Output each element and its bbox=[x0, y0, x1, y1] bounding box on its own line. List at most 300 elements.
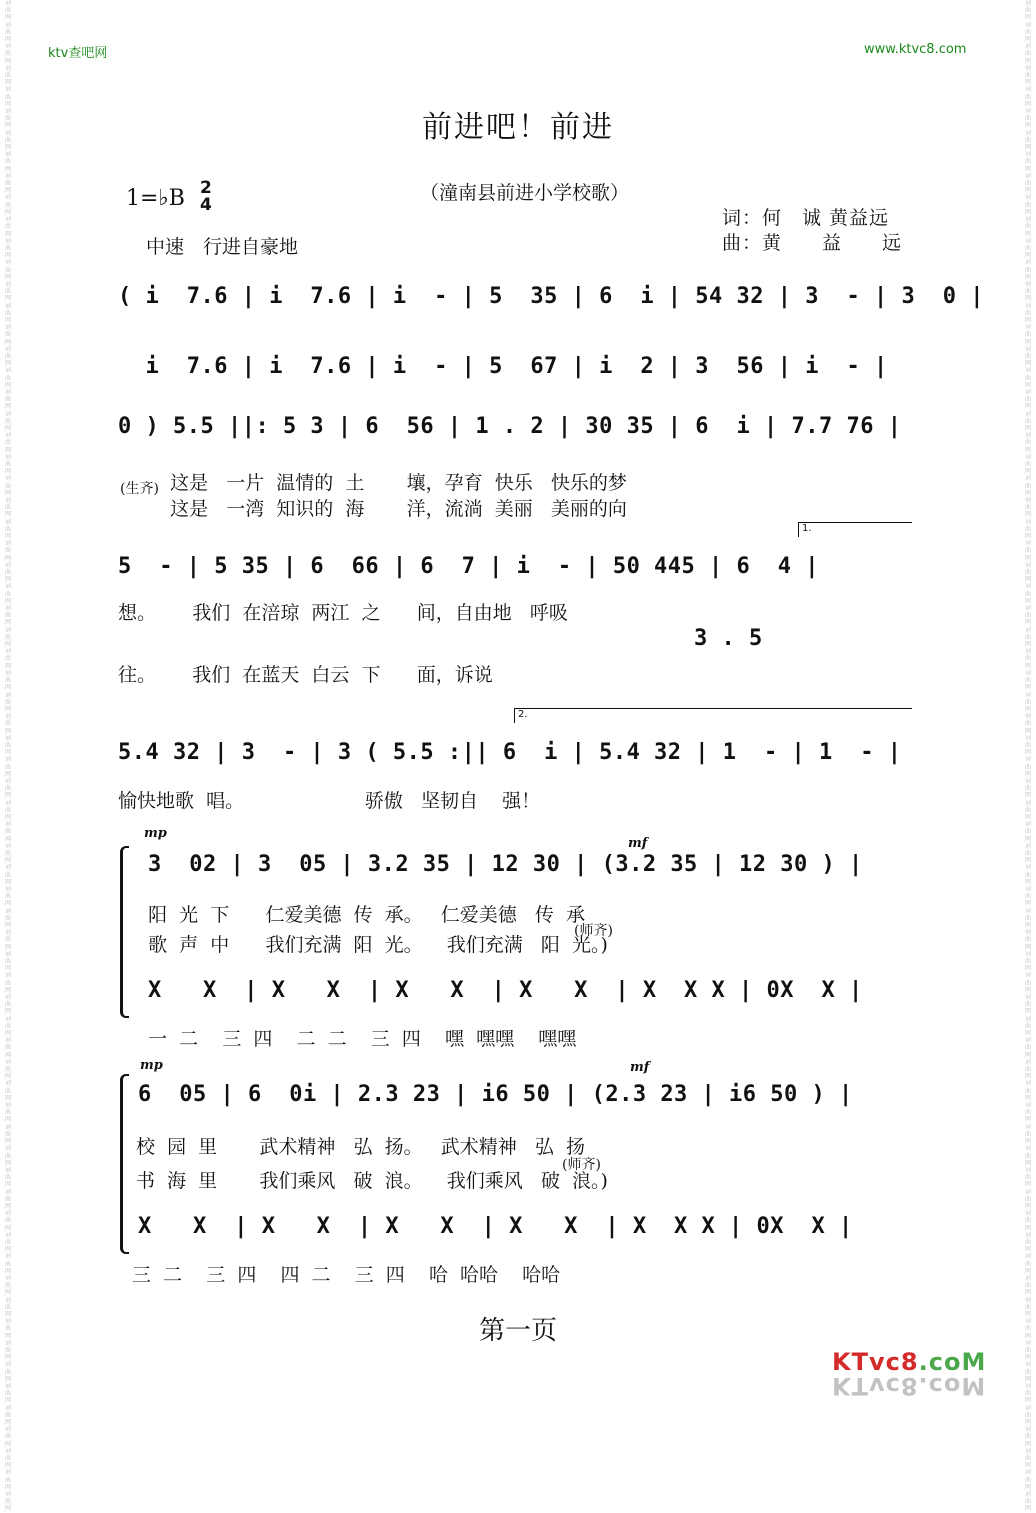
watermark-glyph: 词 bbox=[1024, 237, 1031, 245]
watermark-glyph: 词 bbox=[1024, 302, 1031, 310]
watermark-glyph: 曲 bbox=[1024, 1260, 1031, 1268]
watermark-glyph: 网 bbox=[1024, 900, 1031, 908]
watermark-glyph: 曲 bbox=[1024, 93, 1031, 101]
watermark-glyph: 词 bbox=[4, 1447, 11, 1455]
rhythm-line: X X | X X | X X | X X | X X X | 0X X | bbox=[138, 1214, 853, 1239]
watermark-glyph: 词 bbox=[1024, 1080, 1031, 1088]
watermark-glyph: 曲 bbox=[4, 1390, 11, 1398]
watermark-glyph: 网 bbox=[4, 705, 11, 713]
watermark-glyph: 曲 bbox=[1024, 741, 1031, 749]
watermark-glyph: 网 bbox=[1024, 424, 1031, 432]
watermark-glyph: 网 bbox=[4, 381, 11, 389]
watermark-glyph: 网 bbox=[4, 576, 11, 584]
watermark-glyph: 曲 bbox=[1024, 1217, 1031, 1225]
watermark-glyph: 词 bbox=[1024, 864, 1031, 872]
watermark-glyph: 网 bbox=[4, 1030, 11, 1038]
watermark-glyph: 网 bbox=[1024, 684, 1031, 692]
watermark-glyph: 网 bbox=[1024, 1202, 1031, 1210]
watermark-glyph: 曲 bbox=[1024, 1455, 1031, 1463]
watermark-glyph: 曲 bbox=[1024, 1066, 1031, 1074]
watermark-glyph: 词 bbox=[1024, 64, 1031, 72]
watermark-glyph: 网 bbox=[4, 1181, 11, 1189]
watermark-glyph: 网 bbox=[1024, 1246, 1031, 1254]
watermark-glyph: 网 bbox=[1024, 273, 1031, 281]
watermark-glyph: 词 bbox=[4, 324, 11, 332]
watermark-glyph: 网 bbox=[1024, 619, 1031, 627]
watermark-glyph: 网 bbox=[4, 57, 11, 65]
watermark-glyph: 词 bbox=[1024, 1339, 1031, 1347]
watermark-glyph: 曲 bbox=[1024, 1390, 1031, 1398]
watermark-glyph: 词 bbox=[1024, 21, 1031, 29]
watermark-glyph: 网 bbox=[4, 252, 11, 260]
part-bracket-1 bbox=[120, 846, 129, 1018]
watermark-glyph: 词 bbox=[1024, 388, 1031, 396]
notes-line: 5 - | 5 35 | 6 66 | 6 7 | i - | 50 445 | 6 4 | bbox=[118, 554, 820, 579]
lyric-verse-1: 想。 我们 在涪琼 两江 之 间，自由地 呼吸 bbox=[118, 602, 568, 624]
watermark-glyph: 曲 bbox=[1024, 396, 1031, 404]
watermark-glyph: 网 bbox=[1024, 922, 1031, 929]
watermark-glyph: 词 bbox=[1024, 713, 1031, 721]
watermark-glyph: 网 bbox=[4, 965, 11, 973]
watermark-glyph: 网 bbox=[4, 835, 11, 843]
watermark-glyph: 曲 bbox=[1024, 309, 1031, 317]
watermark-glyph: 曲 bbox=[1024, 849, 1031, 857]
watermark-glyph: 曲 bbox=[1024, 1303, 1031, 1311]
watermark-glyph: 词 bbox=[1024, 1491, 1031, 1499]
watermark-glyph: 词 bbox=[1024, 1123, 1031, 1131]
watermark-glyph: 曲 bbox=[1024, 612, 1031, 620]
watermark-glyph: 词 bbox=[4, 367, 11, 375]
watermark-glyph: 曲 bbox=[1024, 828, 1031, 836]
watermark-glyph: 网 bbox=[4, 597, 11, 605]
watermark-glyph: 曲 bbox=[4, 28, 11, 36]
watermark-glyph: 曲 bbox=[1024, 1022, 1031, 1030]
logo-letter: 8 bbox=[900, 1348, 919, 1376]
watermark-glyph: 词 bbox=[4, 1015, 11, 1023]
watermark-glyph: 曲 bbox=[1024, 417, 1031, 425]
watermark-glyph: 网 bbox=[1024, 1483, 1031, 1491]
watermark-glyph: 曲 bbox=[1024, 547, 1031, 555]
watermark-glyph: 曲 bbox=[1024, 1346, 1031, 1354]
watermark-glyph: 曲 bbox=[1024, 1498, 1031, 1506]
watermark-glyph: 词 bbox=[4, 864, 11, 872]
watermark-glyph: 词 bbox=[4, 1166, 11, 1174]
watermark-glyph: 曲 bbox=[4, 461, 11, 468]
watermark-glyph: 曲 bbox=[4, 1476, 11, 1484]
watermark-glyph: 曲 bbox=[4, 1174, 11, 1182]
watermark-glyph: 曲 bbox=[4, 979, 11, 987]
watermark-glyph: 网 bbox=[1024, 878, 1031, 886]
watermark-glyph: 曲 bbox=[1024, 698, 1031, 706]
watermark-glyph: 网 bbox=[4, 316, 11, 324]
watermark-glyph: 网 bbox=[1024, 14, 1031, 22]
watermark-glyph: 网 bbox=[1024, 1051, 1031, 1059]
watermark-glyph: 词 bbox=[4, 151, 11, 159]
lyric-verse-1: 阳 光 下 仁爱美德 传 承。 仁爱美德 传 承 bbox=[136, 904, 585, 926]
watermark-glyph: 词 bbox=[1024, 194, 1031, 202]
watermark-glyph: 网 bbox=[4, 943, 11, 951]
watermark-glyph: 网 bbox=[1024, 446, 1031, 454]
watermark-glyph: 曲 bbox=[1024, 180, 1031, 188]
watermark-glyph: 词 bbox=[1024, 1166, 1031, 1174]
watermark-glyph: 词 bbox=[4, 950, 11, 958]
watermark-glyph: 词 bbox=[1024, 324, 1031, 332]
watermark-glyph: 网 bbox=[1024, 79, 1031, 87]
watermark-glyph: 网 bbox=[4, 165, 11, 173]
tempo-marking: 中速 行进自豪地 bbox=[146, 236, 299, 258]
watermark-glyph: 曲 bbox=[4, 396, 11, 404]
watermark-glyph: 网 bbox=[1024, 1181, 1031, 1189]
watermark-glyph: 词 bbox=[4, 734, 11, 742]
lyric-verse-2: 书 海 里 我们乘风 破 浪。 我们乘风 破 浪。) bbox=[136, 1170, 608, 1192]
watermark-glyph: 曲 bbox=[4, 244, 11, 252]
watermark-glyph: 词 bbox=[4, 1145, 11, 1153]
song-subtitle: （潼南县前进小学校歌） bbox=[420, 182, 630, 204]
watermark-glyph: 词 bbox=[1024, 929, 1031, 937]
watermark-glyph: 词 bbox=[4, 1058, 11, 1066]
watermark-glyph: 网 bbox=[4, 1289, 11, 1297]
watermark-glyph: 网 bbox=[4, 1354, 11, 1362]
lyric-verse-2: 往。 我们 在蓝天 白云 下 面，诉说 bbox=[118, 664, 493, 686]
watermark-glyph: 词 bbox=[1024, 799, 1031, 807]
watermark-glyph: 词 bbox=[4, 821, 11, 829]
watermark-glyph: 词 bbox=[4, 172, 11, 180]
watermark-glyph: 曲 bbox=[4, 115, 11, 123]
watermark-glyph: 词 bbox=[1024, 129, 1031, 137]
watermark-glyph: 曲 bbox=[4, 180, 11, 188]
watermark-glyph: 曲 bbox=[4, 288, 11, 296]
watermark-glyph: 网 bbox=[1024, 641, 1031, 649]
watermark-glyph: 曲 bbox=[4, 914, 11, 922]
watermark-glyph: 曲 bbox=[4, 1109, 11, 1117]
part-tag-students: (生齐) bbox=[120, 481, 159, 497]
watermark-glyph: 曲 bbox=[4, 439, 11, 447]
watermark-glyph: 网 bbox=[1024, 360, 1031, 368]
watermark-glyph: 网 bbox=[1024, 1505, 1031, 1513]
logo-letter: v bbox=[868, 1348, 886, 1376]
site-name-link[interactable]: ktv查吧网 bbox=[48, 46, 108, 61]
watermark-glyph: 曲 bbox=[4, 1303, 11, 1311]
watermark-glyph: 网 bbox=[4, 749, 11, 757]
watermark-glyph: 词 bbox=[1024, 86, 1031, 94]
watermark-glyph: 网 bbox=[4, 533, 11, 541]
watermark-glyph: 网 bbox=[1024, 1375, 1031, 1383]
watermark-glyph: 网 bbox=[4, 36, 11, 44]
watermark-glyph: 词 bbox=[4, 345, 11, 353]
meter-bottom: 4 bbox=[200, 195, 212, 215]
watermark-glyph: 词 bbox=[1024, 1145, 1031, 1153]
watermark-glyph: 网 bbox=[4, 1483, 11, 1491]
watermark-glyph: 网 bbox=[4, 1267, 11, 1275]
watermark-glyph: 网 bbox=[4, 403, 11, 411]
watermark-glyph: 网 bbox=[1024, 468, 1031, 476]
notes-line: i 7.6 | i 7.6 | i - | 5 67 | i 2 | 3 56 | i - | bbox=[118, 354, 888, 379]
watermark-glyph: 曲 bbox=[1024, 288, 1031, 296]
watermark-glyph: 词 bbox=[1024, 1231, 1031, 1239]
watermark-glyph: 词 bbox=[1024, 0, 1031, 7]
watermark-glyph: 曲 bbox=[4, 72, 11, 80]
watermark-glyph: 网 bbox=[4, 1397, 11, 1405]
watermark-glyph: 网 bbox=[4, 468, 11, 476]
watermark-glyph: 词 bbox=[4, 194, 11, 202]
watermark-glyph: 曲 bbox=[1024, 1411, 1031, 1419]
watermark-glyph: 网 bbox=[1024, 1332, 1031, 1340]
watermark-glyph: 曲 bbox=[1024, 633, 1031, 641]
watermark-glyph: 词 bbox=[1024, 821, 1031, 829]
watermark-glyph: 词 bbox=[4, 777, 11, 785]
watermark-glyph: 网 bbox=[4, 1310, 11, 1318]
watermark-glyph: 曲 bbox=[4, 158, 11, 166]
watermark-glyph: 网 bbox=[4, 727, 11, 735]
watermark-glyph: 词 bbox=[4, 1274, 11, 1282]
watermark-glyph: 曲 bbox=[4, 1195, 11, 1203]
volta-first-ending: 1. bbox=[798, 522, 912, 537]
watermark-glyph: 词 bbox=[4, 237, 11, 245]
watermark-glyph: 曲 bbox=[1024, 136, 1031, 144]
watermark-glyph: 网 bbox=[4, 122, 11, 130]
watermark-glyph: 词 bbox=[1024, 1296, 1031, 1304]
watermark-glyph: 曲 bbox=[4, 1238, 11, 1246]
watermark-glyph: 词 bbox=[4, 43, 11, 51]
watermark-glyph: 网 bbox=[4, 1462, 11, 1470]
watermark-glyph: 曲 bbox=[1024, 1152, 1031, 1160]
watermark-glyph: 词 bbox=[4, 497, 11, 505]
watermark-glyph: 词 bbox=[4, 259, 11, 267]
watermark-glyph: 网 bbox=[1024, 1030, 1031, 1038]
watermark-glyph: 曲 bbox=[1024, 1195, 1031, 1203]
watermark-glyph: 网 bbox=[4, 295, 11, 303]
watermark-glyph: 词 bbox=[4, 453, 11, 461]
watermark-glyph: 词 bbox=[4, 583, 11, 591]
watermark-glyph: 曲 bbox=[1024, 1174, 1031, 1182]
watermark-glyph: 词 bbox=[1024, 626, 1031, 634]
watermark-glyph: 曲 bbox=[4, 352, 11, 360]
watermark-glyph: 词 bbox=[1024, 280, 1031, 288]
watermark-glyph: 词 bbox=[1024, 367, 1031, 375]
watermark-glyph: 曲 bbox=[1024, 439, 1031, 447]
lyric-verse-2: 歌 声 中 我们充满 阳 光。 我们充满 阳 光。) bbox=[136, 934, 608, 956]
watermark-glyph: 网 bbox=[1024, 57, 1031, 65]
watermark-glyph: 网 bbox=[4, 878, 11, 886]
watermark-glyph: 曲 bbox=[4, 936, 11, 944]
watermark-glyph: 网 bbox=[4, 662, 11, 670]
watermark-glyph: 词 bbox=[1024, 497, 1031, 505]
watermark-glyph: 曲 bbox=[4, 785, 11, 793]
watermark-glyph: 曲 bbox=[4, 525, 11, 533]
watermark-glyph: 曲 bbox=[1024, 785, 1031, 793]
watermark-glyph: 网 bbox=[1024, 1440, 1031, 1448]
watermark-glyph: 曲 bbox=[4, 871, 11, 879]
logo-letter: c bbox=[928, 1348, 944, 1376]
lyric-verse-1: 这是 一片 温情的 土 壤，孕育 快乐 快乐的梦 bbox=[158, 472, 627, 494]
watermark-glyph: 曲 bbox=[4, 50, 11, 58]
watermark-glyph: 曲 bbox=[1024, 1130, 1031, 1138]
volta-second-ending: 2. bbox=[514, 708, 912, 723]
watermark-glyph: 网 bbox=[1024, 1419, 1031, 1427]
watermark-glyph: 曲 bbox=[4, 1433, 11, 1441]
watermark-glyph: 词 bbox=[1024, 410, 1031, 418]
watermark-glyph: 网 bbox=[1024, 1289, 1031, 1297]
notes-line: 6 05 | 6 0i | 2.3 23 | i6 50 | (2.3 23 | i6 50 ) | bbox=[138, 1082, 853, 1107]
watermark-glyph: 网 bbox=[1024, 36, 1031, 44]
watermark-glyph: 网 bbox=[1024, 533, 1031, 541]
watermark-glyph: 网 bbox=[4, 1008, 11, 1016]
watermark-glyph: 网 bbox=[1024, 381, 1031, 389]
watermark-glyph: 网 bbox=[4, 144, 11, 152]
watermark-glyph: 网 bbox=[4, 208, 11, 216]
watermark-glyph: 曲 bbox=[1024, 115, 1031, 123]
watermark-glyph: 网 bbox=[4, 922, 11, 929]
watermark-glyph: 网 bbox=[1024, 187, 1031, 195]
watermark-glyph: 网 bbox=[1024, 943, 1031, 951]
watermark-glyph: 词 bbox=[1024, 475, 1031, 483]
watermark-glyph: 曲 bbox=[4, 1130, 11, 1138]
watermark-glyph: 网 bbox=[4, 1073, 11, 1081]
watermark-glyph: 词 bbox=[4, 648, 11, 656]
watermark-glyph: 网 bbox=[4, 1505, 11, 1513]
watermark-glyph: 网 bbox=[4, 489, 11, 497]
watermark-glyph: 词 bbox=[4, 691, 11, 699]
watermark-glyph: 曲 bbox=[4, 547, 11, 555]
key-signature: 1=♭B bbox=[126, 186, 185, 211]
site-url-link[interactable]: www.ktvc8.com bbox=[864, 42, 967, 57]
watermark-glyph: 曲 bbox=[1024, 1001, 1031, 1009]
watermark-glyph: 词 bbox=[4, 1491, 11, 1499]
watermark-glyph: 词 bbox=[1024, 605, 1031, 613]
watermark-glyph: 曲 bbox=[1024, 1238, 1031, 1246]
watermark-glyph: 词 bbox=[4, 1361, 11, 1369]
watermark-glyph: 网 bbox=[4, 1159, 11, 1167]
watermark-glyph: 曲 bbox=[1024, 352, 1031, 360]
watermark-glyph: 词 bbox=[4, 626, 11, 634]
watermark-glyph: 词 bbox=[1024, 734, 1031, 742]
watermark-glyph: 网 bbox=[1024, 122, 1031, 130]
watermark-glyph: 词 bbox=[4, 842, 11, 850]
watermark-glyph: 网 bbox=[1024, 144, 1031, 152]
watermark-glyph: 词 bbox=[4, 1231, 11, 1239]
watermark-glyph: 曲 bbox=[1024, 7, 1031, 15]
watermark-glyph: 曲 bbox=[4, 1217, 11, 1225]
part-tag-teachers: (师齐) bbox=[562, 1157, 601, 1173]
watermark-glyph: 词 bbox=[4, 410, 11, 418]
watermark-glyph: 网 bbox=[1024, 597, 1031, 605]
watermark-glyph: 网 bbox=[4, 1332, 11, 1340]
watermark-glyph: 网 bbox=[1024, 316, 1031, 324]
watermark-glyph: 词 bbox=[1024, 172, 1031, 180]
watermark-glyph: 网 bbox=[1024, 857, 1031, 865]
dynamic-mf: mf bbox=[628, 836, 648, 851]
watermark-glyph: 网 bbox=[1024, 662, 1031, 670]
watermark-glyph: 网 bbox=[4, 1224, 11, 1232]
watermark-glyph: 网 bbox=[1024, 770, 1031, 778]
watermark-glyph: 词 bbox=[1024, 1426, 1031, 1434]
watermark-glyph: 曲 bbox=[1024, 525, 1031, 533]
watermark-glyph: 曲 bbox=[1024, 893, 1031, 901]
watermark-glyph: 曲 bbox=[4, 893, 11, 901]
watermark-glyph: 词 bbox=[1024, 583, 1031, 591]
watermark-glyph: 网 bbox=[4, 900, 11, 908]
watermark-glyph: 曲 bbox=[4, 1044, 11, 1052]
watermark-glyph: 曲 bbox=[1024, 266, 1031, 274]
watermark-glyph: 词 bbox=[1024, 756, 1031, 764]
watermark-glyph: 网 bbox=[4, 230, 11, 238]
watermark-glyph: 网 bbox=[4, 100, 11, 108]
watermark-glyph: 曲 bbox=[1024, 331, 1031, 339]
watermark-glyph: 网 bbox=[1024, 986, 1031, 994]
watermark-glyph: 曲 bbox=[4, 612, 11, 620]
watermark-glyph: 曲 bbox=[4, 93, 11, 101]
watermark-glyph: 词 bbox=[4, 1080, 11, 1088]
site-logo-reflection: KTvc8.coM bbox=[832, 1372, 987, 1400]
watermark-glyph: 词 bbox=[4, 1383, 11, 1390]
watermark-glyph: 网 bbox=[1024, 554, 1031, 562]
watermark-glyph: 网 bbox=[1024, 295, 1031, 303]
watermark-glyph: 网 bbox=[4, 792, 11, 800]
watermark-glyph: 曲 bbox=[4, 417, 11, 425]
watermark-glyph: 网 bbox=[1024, 965, 1031, 973]
notes-line: 0 ) 5.5 ||: 5 3 | 6 56 | 1 . 2 | 30 35 | 6 i | 7.7 76 | bbox=[118, 414, 902, 439]
watermark-glyph: 词 bbox=[4, 86, 11, 94]
watermark-glyph: 曲 bbox=[4, 958, 11, 966]
watermark-glyph: 词 bbox=[1024, 1383, 1031, 1390]
watermark-glyph: 曲 bbox=[4, 1346, 11, 1354]
watermark-glyph: 词 bbox=[4, 540, 11, 548]
watermark-glyph: 词 bbox=[4, 0, 11, 7]
watermark-glyph: 网 bbox=[4, 684, 11, 692]
watermark-glyph: 曲 bbox=[1024, 1087, 1031, 1095]
dynamic-mp: mp bbox=[140, 1058, 163, 1073]
watermark-glyph: 网 bbox=[4, 1375, 11, 1383]
watermark-glyph: 曲 bbox=[4, 806, 11, 814]
watermark-glyph: 网 bbox=[1024, 813, 1031, 821]
watermark-glyph: 曲 bbox=[1024, 201, 1031, 209]
watermark-glyph: 曲 bbox=[4, 1325, 11, 1333]
watermark-glyph: 网 bbox=[4, 446, 11, 454]
watermark-glyph: 词 bbox=[1024, 691, 1031, 699]
watermark-glyph: 词 bbox=[1024, 885, 1031, 893]
watermark-glyph: 曲 bbox=[1024, 806, 1031, 814]
watermark-glyph: 曲 bbox=[1024, 72, 1031, 80]
watermark-glyph: 曲 bbox=[1024, 590, 1031, 598]
watermark-glyph: 词 bbox=[4, 972, 11, 980]
watermark-glyph: 网 bbox=[1024, 1073, 1031, 1081]
watermark-glyph: 曲 bbox=[4, 1368, 11, 1376]
logo-letter: M bbox=[961, 1348, 987, 1376]
watermark-glyph: 词 bbox=[1024, 1469, 1031, 1477]
lyric-verse-1: 校 园 里 武术精神 弘 扬。 武术精神 弘 扬 bbox=[136, 1136, 585, 1158]
composer-credit: 曲：黄 益 远 bbox=[722, 232, 903, 254]
watermark-glyph: 曲 bbox=[4, 1066, 11, 1074]
watermark-glyph: 曲 bbox=[1024, 1282, 1031, 1290]
watermark-glyph: 曲 bbox=[4, 1087, 11, 1095]
watermark-glyph: 网 bbox=[4, 770, 11, 778]
watermark-glyph: 曲 bbox=[1024, 763, 1031, 771]
lyricist-credit: 词：何 诚 黄益远 bbox=[722, 207, 890, 229]
watermark-glyph: 词 bbox=[1024, 950, 1031, 958]
watermark-glyph: 曲 bbox=[4, 136, 11, 144]
watermark-glyph: 曲 bbox=[4, 849, 11, 857]
watermark-glyph: 曲 bbox=[4, 201, 11, 209]
watermark-glyph: 曲 bbox=[4, 482, 11, 490]
watermark-glyph: 网 bbox=[1024, 1138, 1031, 1146]
watermark-glyph: 网 bbox=[4, 813, 11, 821]
part-bracket-2 bbox=[120, 1074, 129, 1254]
logo-letter: . bbox=[918, 1348, 929, 1376]
watermark-glyph: 曲 bbox=[1024, 914, 1031, 922]
watermark-glyph: 网 bbox=[4, 857, 11, 865]
page-number: 第一页 bbox=[478, 1316, 557, 1346]
watermark-glyph: 词 bbox=[4, 302, 11, 310]
